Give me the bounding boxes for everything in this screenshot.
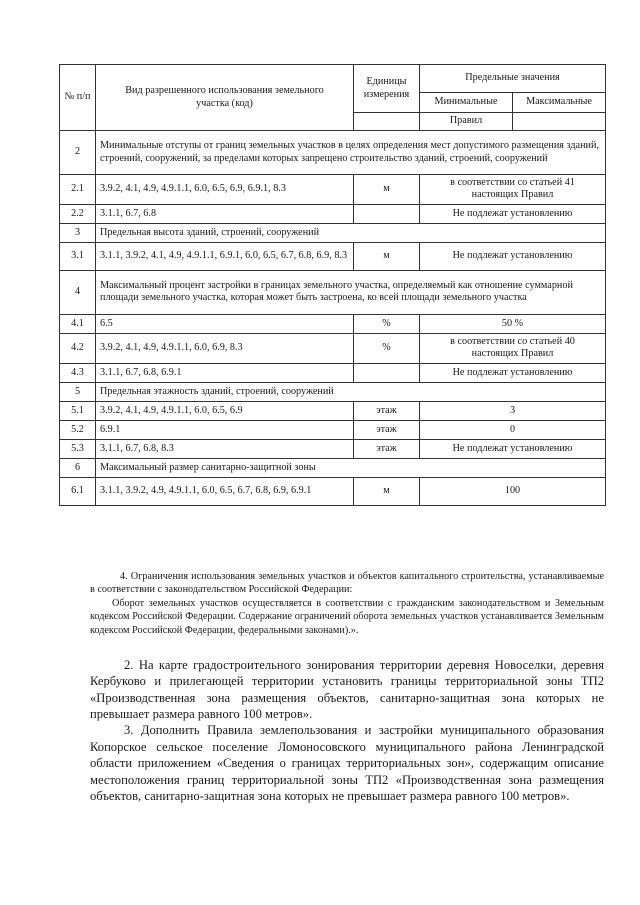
row-limit-value: 50 % [420,314,606,333]
table-section-row [60,458,606,477]
row-use-codes: 3.1.1, 6.7, 6.8 [96,204,354,223]
paragraph-3: 3. Дополнить Правила землепользования и застройки муниципального образования Копорское сельское поселение Ломоносовского муниципального района Ленинградской области приложением «Сведения о границах территориальных зон», содержащим описание местоположения границ территориальной зоны ТП2 «Производственная зона размещения объектов, санитарно-защитная зона которых не превышает размера равного 100 метров». [90,723,604,803]
row-unit: м [354,242,420,270]
row-unit: этаж [354,439,420,458]
row-limit-value: 0 [420,420,606,439]
header-limits: Предельные значения [420,65,606,93]
table-row [60,175,606,205]
row-use-codes: 6.9.1 [96,420,354,439]
row-use-codes: 3.9.2, 4.1, 4.9, 4.9.1.1, 6.0, 6.5, 6.9 [96,401,354,420]
row-number: 6.1 [60,477,96,505]
row-unit: м [354,175,420,205]
row-limit-value: в соответствии со статьей 40 настоящих Правил [420,333,606,363]
paragraph-2: 2. На карте градостроительного зонирования территории деревня Новоселки, деревня Кербуково и прилегающей территории установить границы территориальной зоны ТП2 «Производственная зона размещения объектов, санитарно-защитная зона которых не превышает размера равного 100 метров». [90,658,604,722]
row-use-codes: 3.9.2, 4.1, 4.9, 4.9.1.1, 6.0, 6.9, 8.3 [96,333,354,363]
header-units: Единицы измерения [354,65,420,113]
row-number: 5.1 [60,401,96,420]
header-max: Максимальные [513,93,606,113]
row-number: 6 [60,458,96,477]
table-row [60,477,606,505]
row-number: 5 [60,382,96,401]
section-title: Максимальный размер санитарно-защитной зоны [96,458,606,477]
row-limit-value: 3 [420,401,606,420]
table-row [60,314,606,333]
row-number: 5.3 [60,439,96,458]
row-use-codes: 3.9.2, 4.1, 4.9, 4.9.1.1, 6.0, 6.5, 6.9, 6.9.1, 8.3 [96,175,354,205]
table-row [60,333,606,363]
row-number: 3 [60,223,96,242]
table-row [60,420,606,439]
row-number: 4.1 [60,314,96,333]
header-pravil: Правил [420,113,513,131]
header-row-1 [60,65,606,93]
row-limit-value: Не подлежат установлению [420,204,606,223]
row-limit-value: 100 [420,477,606,505]
row-limit-value: Не подлежат установлению [420,242,606,270]
row-unit [354,363,420,382]
header-empty-cell-2 [513,113,606,131]
row-number: 3.1 [60,242,96,270]
row-use-codes: 3.1.1, 6.7, 6.8, 6.9.1 [96,363,354,382]
row-unit: % [354,314,420,333]
row-use-codes: 3.1.1, 3.9.2, 4.9, 4.9.1.1, 6.0, 6.5, 6.7, 6.8, 6.9, 6.9.1 [96,477,354,505]
table-body [60,65,606,506]
table-section-row [60,382,606,401]
paragraph-4: 4. Ограничения использования земельных участков и объектов капитального строительства, устанавливаемые в соответствии с законодательством Российской Федерации: [90,571,604,596]
table-row [60,439,606,458]
row-number: 4.2 [60,333,96,363]
header-num: № п/п [60,65,96,131]
section-title: Предельная этажность зданий, строений, сооружений [96,382,606,401]
table-row [60,242,606,270]
row-number: 2.2 [60,204,96,223]
row-number: 5.2 [60,420,96,439]
row-unit: этаж [354,420,420,439]
section-title: Предельная высота зданий, строений, сооружений [96,223,606,242]
table-row [60,204,606,223]
row-unit: этаж [354,401,420,420]
row-number: 4 [60,270,96,314]
row-number: 2.1 [60,175,96,205]
row-number: 4.3 [60,363,96,382]
table-row [60,363,606,382]
table-section-row [60,223,606,242]
header-min: Минимальные [420,93,513,113]
row-unit: м [354,477,420,505]
row-unit: % [354,333,420,363]
table-section-row [60,270,606,314]
paragraph-oborot: Оборот земельных участков осуществляется в соответствии с гражданским законодательством и Земельным кодексом Российской Федерации. Содержание ограничений оборота земельных участков устанавливается Земельным кодексом Российской Федерации, федеральными законами).». [90,597,604,636]
paragraph-4-block [90,570,604,637]
row-use-codes: 3.1.1, 3.9.2, 4.1, 4.9, 4.9.1.1, 6.9.1, 6.0, 6.5, 6.7, 6.8, 6.9, 8.3 [96,242,354,270]
row-use-codes: 6.5 [96,314,354,333]
row-limit-value: Не подлежат установлению [420,363,606,382]
table-row [60,401,606,420]
paragraph-2-block [90,657,604,804]
header-use: Вид разрешенного использования земельного участка (код) [96,65,354,131]
table-section-row [60,131,606,175]
header-empty-cell [354,113,420,131]
row-limit-value: в соответствии со статьей 41 настоящих Правил [420,175,606,205]
section-title: Минимальные отступы от границ земельных участков в целях определения мест допустимого размещения зданий, строений, сооружений, за пределами которых запрещено строительство зданий, строений, сооружений [96,131,606,175]
regulations-table [59,64,606,506]
row-number: 2 [60,131,96,175]
row-limit-value: Не подлежат установлению [420,439,606,458]
section-title: Максимальный процент застройки в границах земельного участка, определяемый как отношение суммарной площади земельного участка, которая может быть застроена, ко всей площади земельного участка [96,270,606,314]
row-unit [354,204,420,223]
row-use-codes: 3.1.1, 6.7, 6.8, 8.3 [96,439,354,458]
